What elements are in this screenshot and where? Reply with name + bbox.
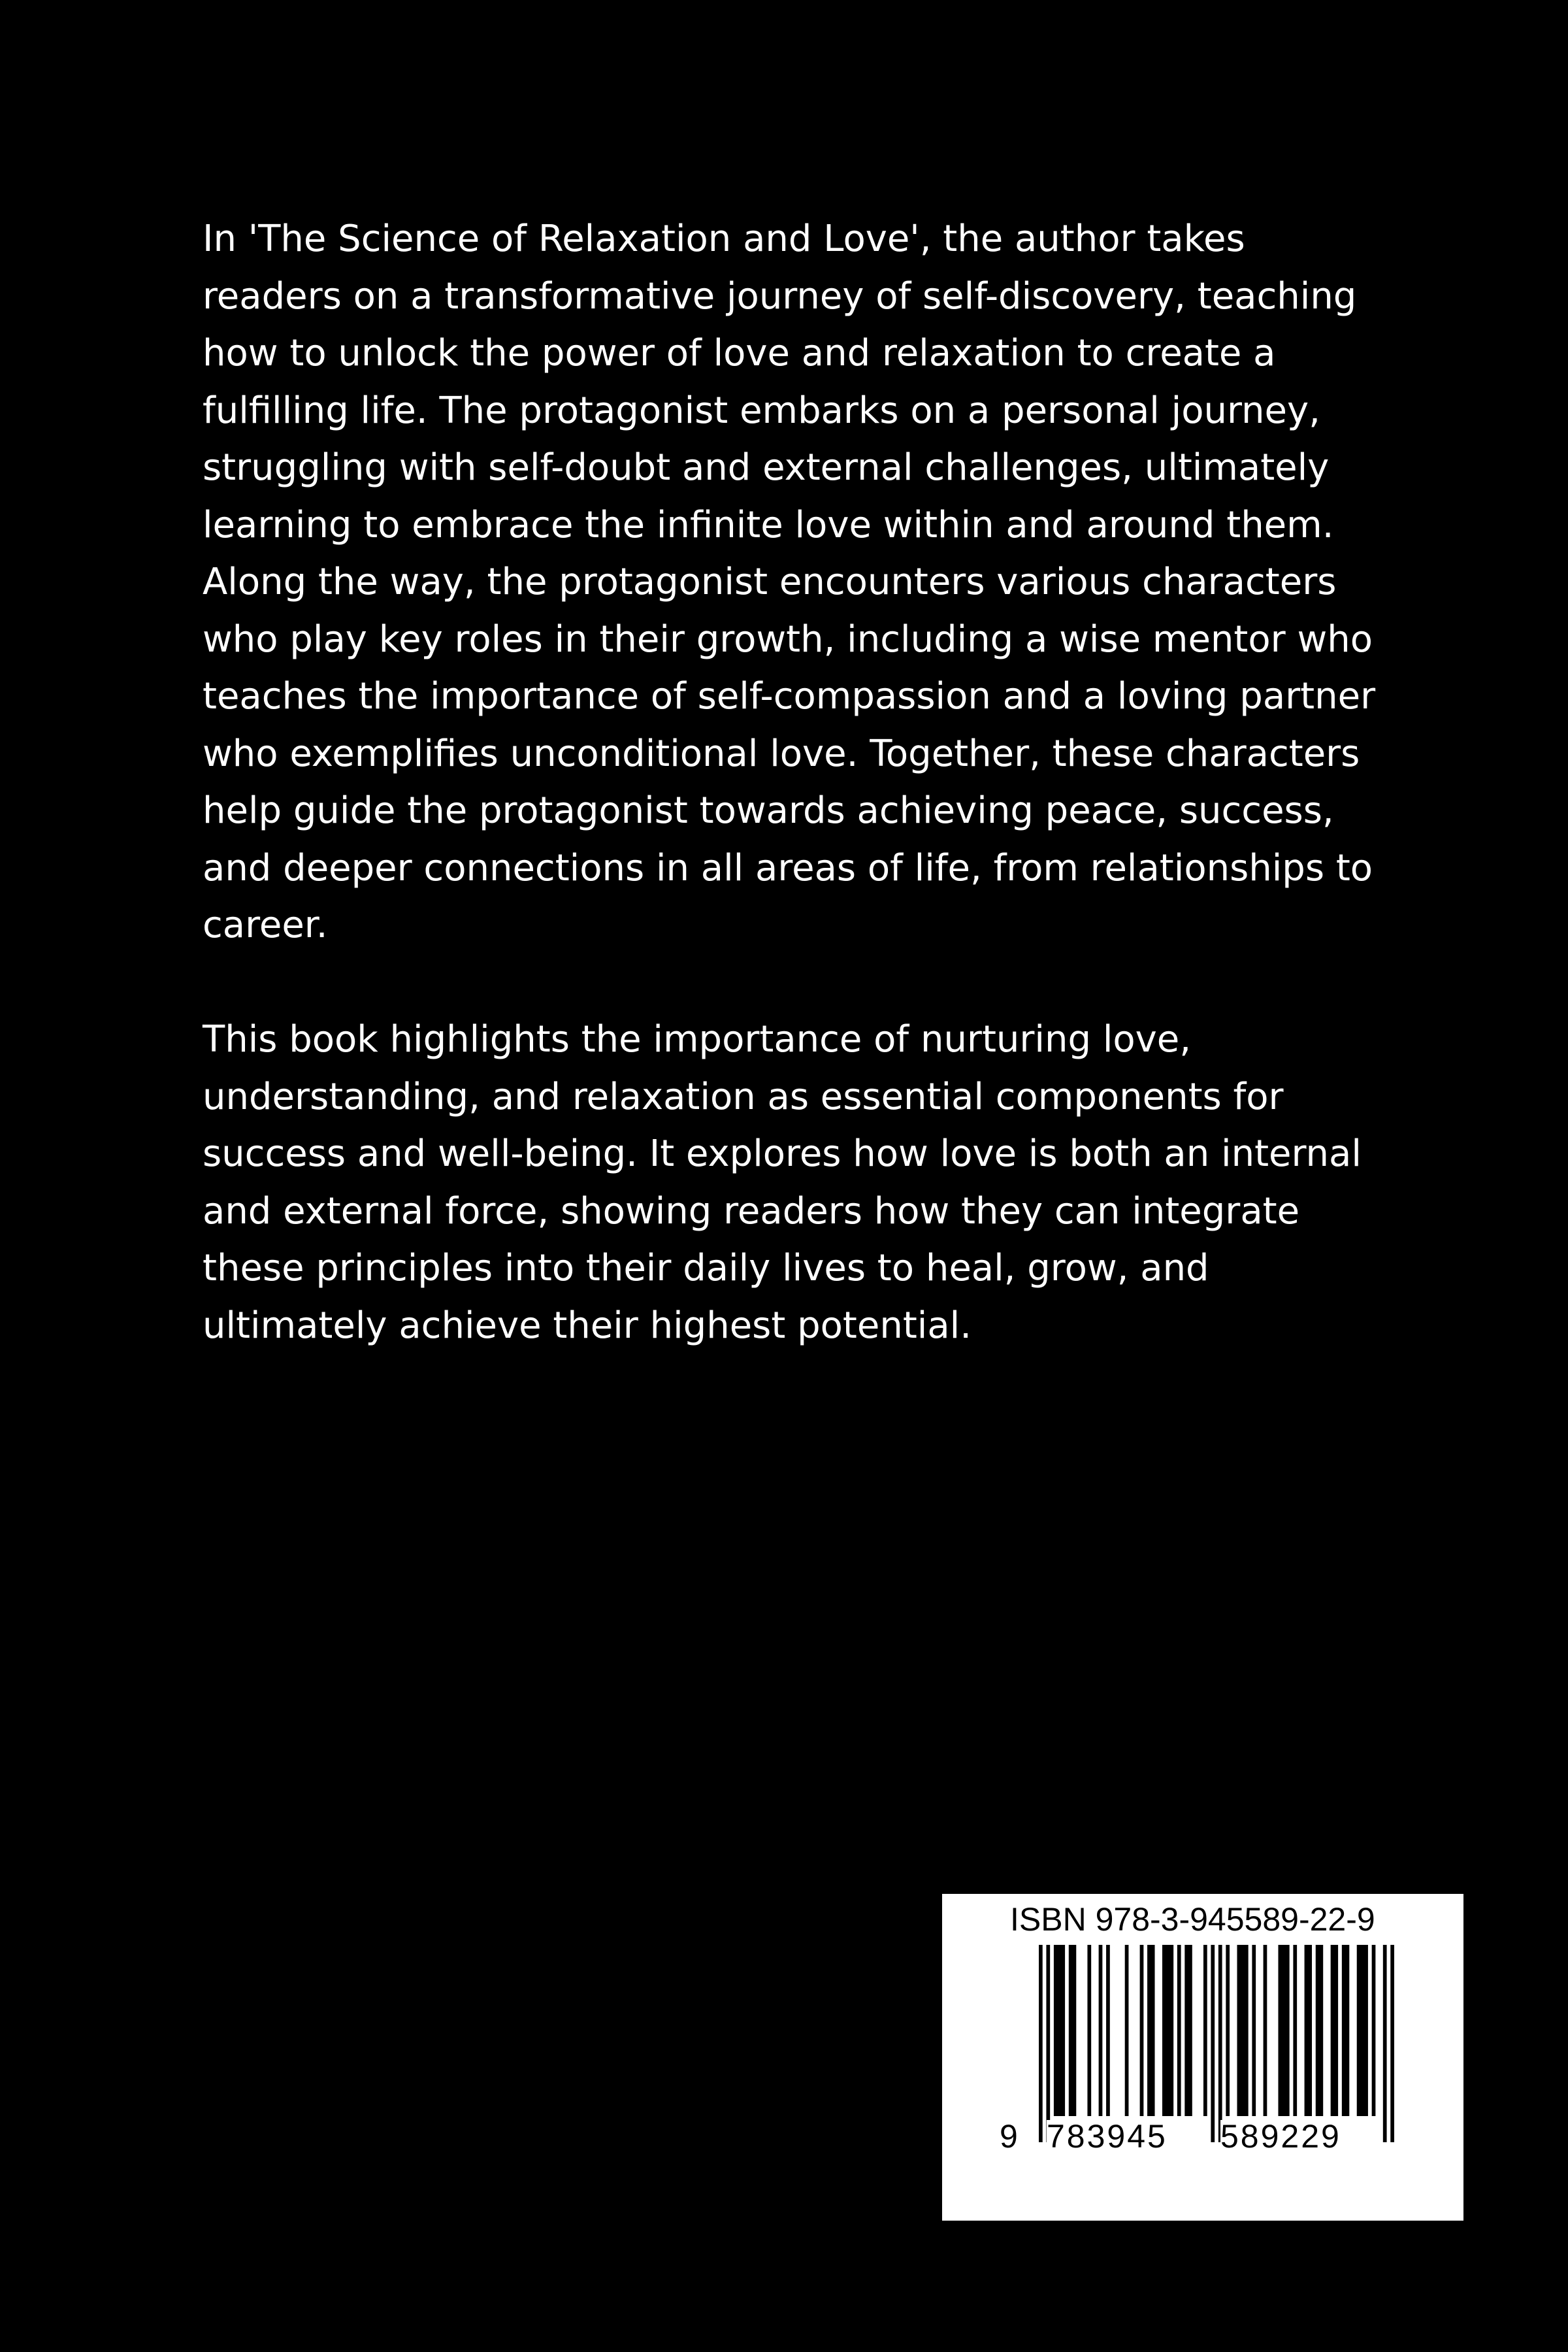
barcode-bar xyxy=(1293,1945,1297,2116)
barcode-bar xyxy=(1177,1945,1181,2116)
isbn-barcode-box xyxy=(942,1894,1463,2221)
barcode-guard-bar xyxy=(1046,1945,1050,2142)
barcode-bars xyxy=(1039,1945,1394,2142)
barcode-digits-left: 783945 xyxy=(1047,2118,1168,2155)
barcode-bar xyxy=(1147,1945,1154,2116)
barcode-bar xyxy=(1331,1945,1338,2116)
isbn-label: ISBN 978-3-945589-22-9 xyxy=(1010,1901,1375,1938)
blurb-paragraph-2: This book highlights the importance of nurturing love, understanding, and relaxation as essential components for success and well-being. It explores how love is both an internal and external force, showing readers how they can integrate these principles into their daily lives to heal, grow, and ultimately achieve their highest potential. xyxy=(203,1018,1362,1347)
barcode-bar xyxy=(1099,1945,1103,2116)
blurb-paragraph-1: In 'The Science of Relaxation and Love', the author takes readers on a transformative journey of self-discovery, teaching how to unlock the power of love and relaxation to create a fulfilling life. The protagonist embarks on a personal journey, struggling with self-doubt and external challenges, ultimately learning to embrace the infinite love within and around them. Along the way, the protagonist encounters various characters who play key roles in their growth, including a wise mentor who teaches the importance of self-compassion and a loving partner who exemplifies unconditional love. Together, these characters help guide the protagonist towards achieving peace, success, and deeper connections in all areas of life, from relationships to career. xyxy=(203,218,1376,946)
barcode-guard-bar xyxy=(1211,1945,1215,2142)
barcode-bar xyxy=(1226,1945,1230,2116)
barcode-bar xyxy=(1162,1945,1173,2116)
barcode-bar xyxy=(1069,1945,1076,2116)
barcode-bar xyxy=(1237,1945,1248,2116)
barcode-bar xyxy=(1357,1945,1368,2116)
barcode-bar xyxy=(1264,1945,1267,2116)
barcode-bar xyxy=(1252,1945,1256,2116)
barcode-bar xyxy=(1372,1945,1376,2116)
barcode-bar xyxy=(1342,1945,1349,2116)
barcode-guard-bar xyxy=(1218,1945,1222,2142)
barcode-guard-bar xyxy=(1039,1945,1043,2142)
back-cover-blurb xyxy=(203,210,1379,1354)
barcode-bar xyxy=(1203,1945,1207,2116)
barcode-guard-bar xyxy=(1383,1945,1387,2142)
barcode-bar xyxy=(1278,1945,1289,2116)
barcode-digit-first: 9 xyxy=(1000,2118,1018,2155)
barcode-bar xyxy=(1054,1945,1065,2116)
barcode-bar xyxy=(1184,1945,1192,2116)
barcode-bar xyxy=(1305,1945,1312,2116)
barcode-bar xyxy=(1140,1945,1144,2116)
barcode-bar xyxy=(1316,1945,1323,2116)
barcode-bar xyxy=(1087,1945,1091,2116)
barcode-digits-right: 589229 xyxy=(1220,2118,1341,2155)
barcode-bar xyxy=(1106,1945,1110,2116)
barcode-bar xyxy=(1125,1945,1129,2116)
barcode-guard-bar xyxy=(1390,1945,1394,2142)
